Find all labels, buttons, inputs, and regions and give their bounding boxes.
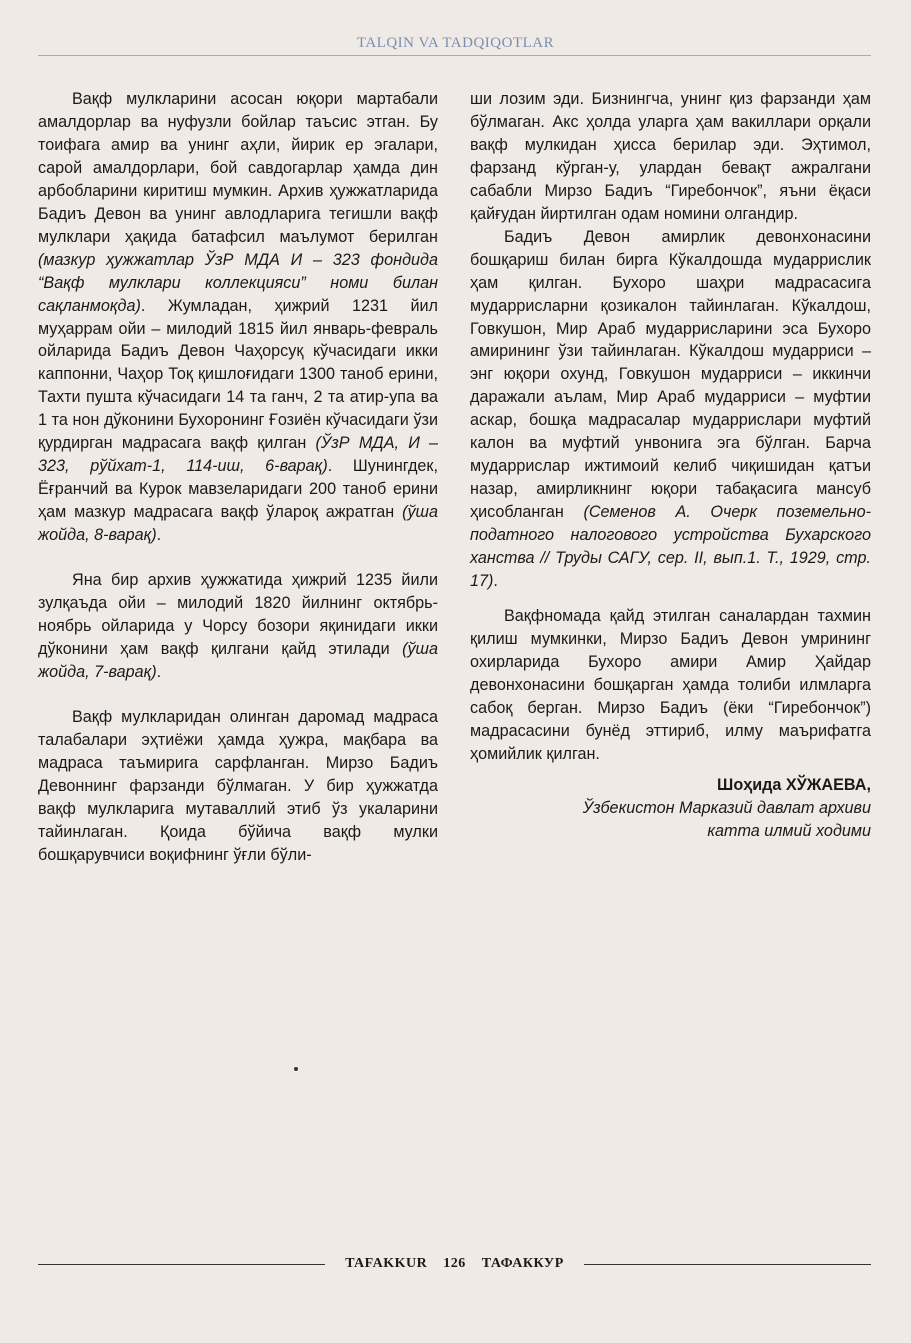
- paragraph: ши лозим эди. Бизнингча, унинг қиз фарзанди ҳам бўлмаган. Акс ҳолда уларга ҳам вакиллари орқали вақф мулкидан ҳисса берилар эди. Эҳтимол, фарзанд кўрган-у, улардан бевақт ажралгани сабабли Мирзо Бадиъ “Гиребончок”, яъни ёқаси қайғудан йиртилган одам номини олгандир.: [470, 90, 871, 223]
- right-column: [470, 88, 871, 843]
- running-footer: [38, 1254, 871, 1274]
- citation: (Семенов А. Очерк поземельно-податного налогового устройства Бухарского ханства // Труды САГУ, сер. II, вып.1. Т., 1929, стр. 17): [470, 503, 871, 591]
- citation: (мазкур ҳужжатлар ЎзР МДА И – 323 фондида “Вақф мулклари коллекцияси” номи билан сақланмоқда): [38, 250, 438, 315]
- left-column: [38, 88, 438, 867]
- paragraph: Вақф мулкларини асосан юқори мартабали амалдорлар ва нуфузли бойлар таъсис этган. Бу тоифага амир ва унинг аҳли, йирик ер эгалари, сарой амалдорлари, бой савдогарлар ҳамда дин арбобларини киритиш мумкин. Архив ҳужжатларида Бадиъ Девон ва унинг авлодларига тегишли вақф мулклари ҳақида батафсил маълумот берилган (мазкур ҳужжатлар ЎзР МДА И – 323 фондида “Вақф мулклари коллекцияси” номи билан сақланмоқда). Жумладан, ҳижрий 1231 йил муҳаррам ойи – милодий 1815 йил январь-февраль ойларида Бадиъ Девон Чаҳорсуқ кўчасидаги икки каппонни, Чаҳор Тоқ қишлоғидаги 1300 таноб ерини, Тахти пушта кўчасидаги 14 та ганч, 2 та атир-упа ва 1 та нон дўконини Бухоронинг Ғозиён кўчасидаги ўзи қурдирган мадрасага вақф қилган (ЎзР МДА, И – 323, рўйхат-1, 114-иш, 6-варақ). Шунингдек, Ёғранчий ва Курок мавзеларидаги 200 таноб ерини ҳам мазкур мадрасага вақф ўлароқ ажратган (ўша жойда, 8-варақ).: [38, 90, 438, 545]
- author-affiliation: Ўзбекистон Марказий давлат архиви: [582, 798, 871, 817]
- footer-rule-left: [38, 1264, 325, 1265]
- citation: (ўша жойда, 7-варақ): [38, 639, 438, 681]
- journal-name-latin: TAFAKKUR: [345, 1256, 428, 1271]
- citation: (ўша жойда, 8-варақ): [38, 503, 438, 545]
- footer-rule-right: [584, 1264, 871, 1265]
- author-position: катта илмий ходими: [707, 821, 871, 840]
- journal-name-cyrillic: ТАФАККУР: [481, 1256, 564, 1271]
- footer-text: [325, 1256, 584, 1272]
- paragraph: Бадиъ Девон амирлик девонхонасини бошқариш билан бирга Кўкалдошда мударрислик ҳам қилган. Бухоро шаҳри мадрасасига мударрисларни қозикалон тайинлаган. Кўкалдош, Говкушон, Мир Араб мударрисларини эса Бухоро амирининг ўзи тайинлаган. Кўкалдош мударриси – энг юқори охунд, Говкушон мударриси – иккинчи даражали аълам, Мир Араб мударриси – муфтии аскар, бошқа мадрасалар мударрислари муфтий калон ва муфтий унвонига эга бўлган. Барча мударрислар ижтимоий келиб чиқишидан қатъи назар, амирликнинг юқори табақасига мансуб ҳисобланган (Семенов А. Очерк поземельно-податного налогового устройства Бухарского ханства // Труды САГУ, сер. II, вып.1. Т., 1929, стр. 17).: [470, 227, 871, 591]
- running-header: [0, 34, 911, 52]
- citation: (ЎзР МДА, И – 323, рўйхат-1, 114-иш, 6-варақ): [38, 434, 438, 476]
- stray-dot: [294, 1067, 298, 1071]
- section-title: TALQIN VA TADQIQOTLAR: [347, 35, 564, 51]
- paragraph: Вақфномада қайд этилган саналардан тахмин қилиш мумкинки, Мирзо Бадиъ Девон умрининг охирларида Бухоро амири Амир Ҳайдар девонхонасини бошқарган ҳамда толиби илмларга сабоқ берган. Мирзо Бадиъ (ёки “Гиребончок”) мадрасасини бунёд эттириб, илму маърифатга ҳомийлик қилган.: [470, 606, 871, 763]
- paragraph: Яна бир архив ҳужжатида ҳижрий 1235 йили зулқаъда ойи – милодий 1820 йилнинг октябрь-ноябрь ойларида у Чорсу бозори яқинидаги икки дўконини ҳам вақф қилгани қайд этилади (ўша жойда, 7-варақ).: [38, 571, 438, 681]
- header-divider: [38, 55, 871, 56]
- author-name: Шоҳида ХЎЖАЕВА,: [717, 775, 871, 794]
- page-number: 126: [443, 1256, 466, 1271]
- author-signature: [470, 774, 871, 843]
- paragraph: Вақф мулкларидан олинган даромад мадраса талабалари эҳтиёжи ҳамда ҳужра, мақбара ва мадраса таъмирига сарфланган. Мирзо Бадиъ Девоннинг фарзанди бўлмаган. У бир ҳужжатда вақф мулкларига мутаваллий этиб ўз укаларини тайинлаган. Қоида бўйича вақф мулки бошқарувчиси воқифнинг ўғли бўли-: [38, 707, 438, 864]
